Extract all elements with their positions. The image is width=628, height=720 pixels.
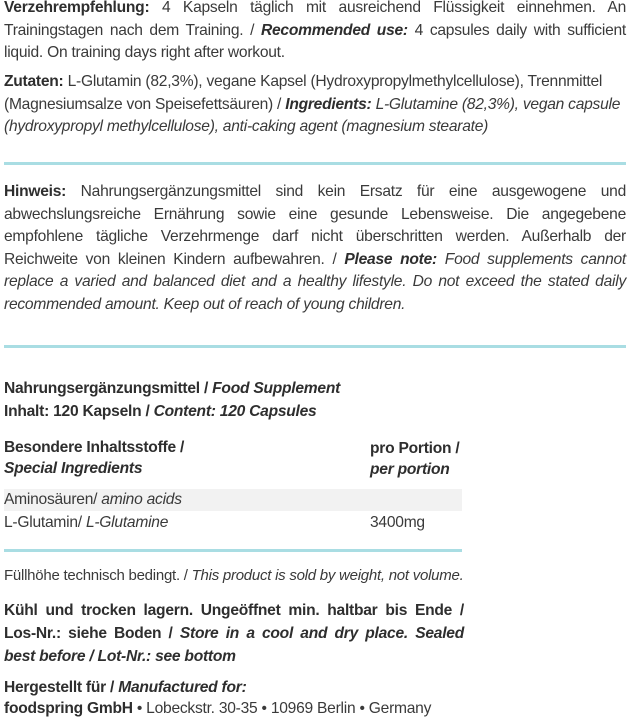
storage-en: Store in a cool and dry place. Sealed best before / Lot-Nr.: see bottom	[4, 625, 464, 665]
usage-text-de: 4 Kapseln täglich mit ausreichend Flüssigkeit einnehmen. An Trainingstagen nach dem Training. /	[4, 0, 626, 39]
storage-de: Kühl und trocken lagern. Ungeöffnet min. haltbar bis Ende / Los-Nr.: siehe Boden /	[4, 602, 464, 642]
fill-note	[4, 565, 626, 588]
divider-1	[4, 162, 626, 165]
manufacturer-address-text: • Lobeckstr. 30-35 • 10969 Berlin • Germany	[132, 700, 432, 717]
table-row-name-en: L-Glutamine	[85, 514, 169, 531]
usage-label-en: Recommended use:	[260, 21, 408, 39]
usage-label-de: Verzehrempfehlung:	[4, 0, 150, 16]
product-content-en: Content: 120 Capsules	[153, 403, 317, 420]
product-type-en: Food Supplement	[212, 380, 341, 397]
table-row-name	[4, 512, 168, 534]
ingredients-section	[4, 71, 626, 139]
fill-note-de: Füllhöhe technisch bedingt. /	[4, 567, 192, 584]
manufacturer-company: foodspring GmbH	[4, 700, 133, 717]
table-row-value: 3400mg	[370, 514, 425, 531]
manufacturer-label	[4, 677, 247, 698]
table-header-col2-de: pro Portion /	[370, 440, 460, 457]
notice-section	[4, 181, 626, 316]
product-type-sep: /	[203, 380, 213, 397]
product-content-de: Inhalt: 120 Kapseln /	[4, 403, 154, 420]
table-header-col2	[370, 438, 459, 480]
table-header-col1-en: Special Ingredients	[4, 460, 143, 477]
table-row-name	[4, 489, 182, 511]
table-row-name-en: amino acids	[101, 491, 182, 508]
table-header-col1	[4, 437, 184, 479]
usage-text-en: 4 capsules daily with sufficient liquid. On training days right after workout.	[4, 21, 626, 61]
ingredients-text-en: L-Glutamine (82,3%), vegan capsule (hydroxypropyl methylcellulose), anti-caking agent (magnesium stearate)	[4, 95, 621, 135]
product-type	[4, 378, 340, 399]
storage-section	[4, 599, 464, 668]
manufacturer-label-en: Manufactured for:	[118, 679, 247, 696]
notice-label-de: Hinweis:	[4, 183, 67, 200]
notice-text-de: Nahrungsergänzungsmittel sind kein Ersatz für eine ausgewogene und abwechslungsreiche Ernährung sowie eine gesunde Lebensweise. Die angegebene empfohlene tägliche Verzehrmenge darf nicht überschritten werden. Außerhalb der Reichweite von kleinen Kindern aufbewahren. /	[4, 183, 626, 268]
product-content	[4, 401, 316, 422]
notice-label-en: Please note:	[344, 250, 437, 268]
table-row-name-de: Aminosäuren/	[4, 491, 102, 508]
ingredients-label-en: Ingredients:	[285, 95, 372, 113]
divider-2	[4, 345, 626, 348]
manufacturer-label-de: Hergestellt für /	[4, 679, 119, 696]
divider-3	[4, 549, 462, 552]
fill-note-en: This product is sold by weight, not volume.	[191, 567, 464, 584]
manufacturer-address	[4, 698, 626, 720]
notice-text-en: Food supplements cannot replace a varied and balanced diet and a healthy lifestyle. Do not exceed the stated daily recommended amount. Keep out of reach of young children.	[4, 250, 626, 313]
table-row-name-de: L-Glutamin/	[4, 514, 86, 531]
ingredients-text-de: L-Glutamin (82,3%), vegane Kapsel (Hydroxypropylmethylcellulose), Trennmittel (Magnesiumsalze von Speisefettsäuren) /	[4, 73, 603, 113]
usage-section	[4, 0, 626, 65]
table-header-col1-de: Besondere Inhaltsstoffe /	[4, 439, 185, 456]
table-header-col2-en: per portion	[370, 461, 450, 478]
product-type-de: Nahrungsergänzungsmittel	[4, 380, 204, 397]
ingredients-label-de: Zutaten:	[4, 73, 64, 90]
